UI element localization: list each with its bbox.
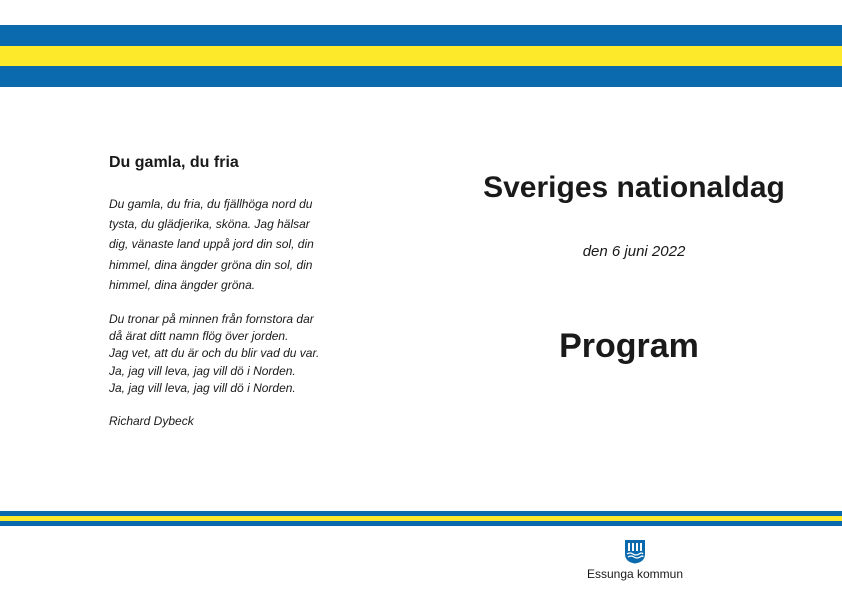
poem-line: Du tronar på minnen från fornstora dar: [109, 312, 314, 326]
flag-stripe-top-blue-upper: [0, 25, 842, 46]
poem-line: himmel, dina ängder gröna.: [109, 277, 256, 292]
poem-stanza-1: [109, 194, 314, 295]
municipality-crest-icon: [624, 539, 646, 564]
flag-stripe-top-yellow: [0, 46, 842, 66]
event-date: den 6 juni 2022: [582, 243, 686, 260]
poem-line: Ja, jag vill leva, jag vill dö i Norden.: [109, 380, 296, 395]
poem-author: Richard Dybeck: [109, 414, 194, 428]
poem-stanza-2: [109, 311, 319, 397]
flag-stripe-top-blue-lower: [0, 66, 842, 87]
logo-text: Essunga kommun: [586, 567, 684, 581]
program-heading: Program: [559, 327, 699, 365]
poem-line: Du gamla, du fria, du fjällhöga nord du: [109, 197, 313, 211]
flag-stripe-bottom-blue-lower: [0, 521, 842, 526]
poem-line: Ja, jag vill leva, jag vill dö i Norden.: [109, 363, 296, 378]
poem-line: tysta, du glädjerika, sköna. Jag hälsar: [109, 217, 310, 232]
poem-line: dig, vänaste land uppå jord din sol, din: [109, 237, 314, 252]
municipality-logo: [575, 539, 695, 581]
poem-line: himmel, dina ängder gröna din sol, din: [109, 257, 313, 272]
event-title: Sveriges nationaldag: [483, 171, 785, 204]
poem-line: Jag vet, att du är och du blir vad du var.: [109, 346, 320, 361]
poem-line: då ärat ditt namn flög över jorden.: [109, 329, 289, 344]
poem-title: Du gamla, du fria: [109, 154, 239, 171]
